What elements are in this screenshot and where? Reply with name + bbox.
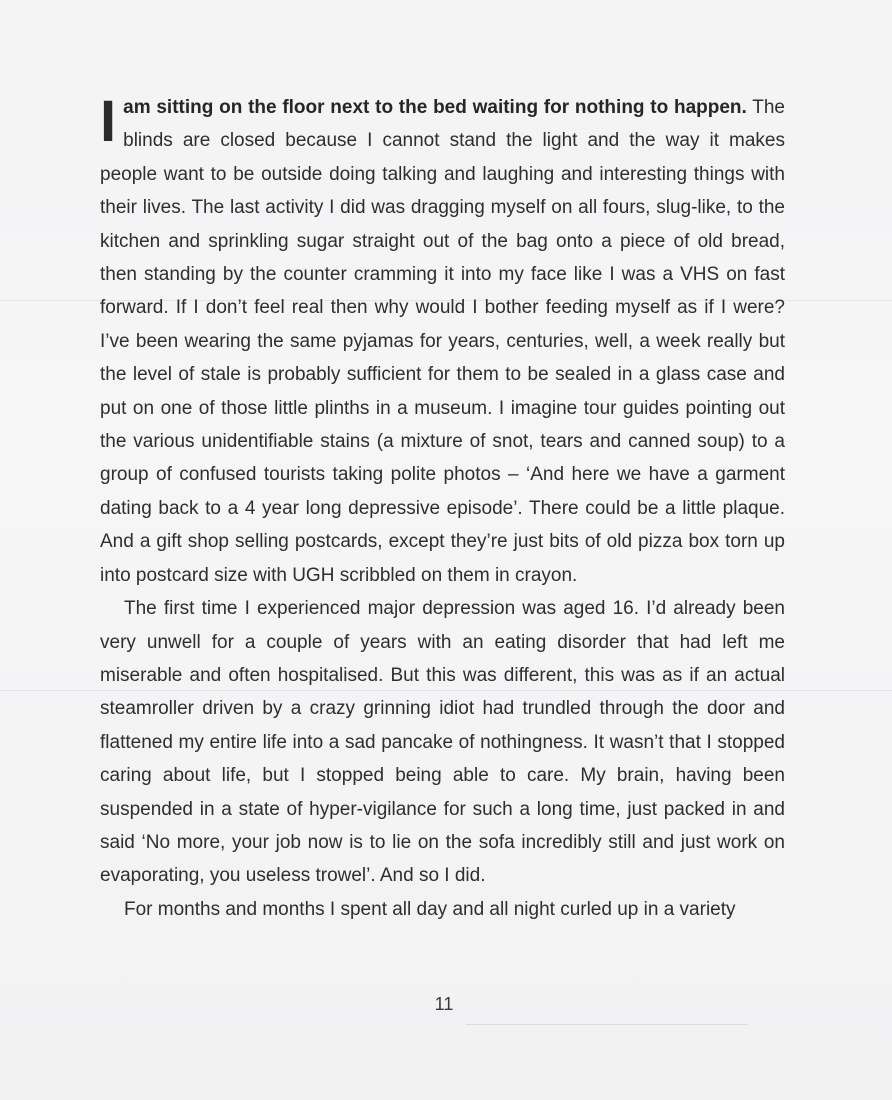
page-number: 11 xyxy=(434,994,454,1014)
paragraph-1 xyxy=(100,91,785,592)
paragraph-1-text: The blinds are closed because I cannot stand the light and the way it makes people want to be outside doing talking and laughing and interesting things with their lives. The last activity I did was dragging myself on all fours, slug-like, to the kitchen and sprinkling sugar straight out of the bag onto a piece of old bread, then standing by the counter cramming it into my face like I was a VHS on fast forward. If I don’t feel real then why would I bother feeding myself as if I were? I’ve been wearing the same pyjamas for years, centuries, well, a week really but the level of stale is probably sufficient for them to be sealed in a glass case and put on one of those little plinths in a museum. I imagine tour guides pointing out the various unidentifiable stains (a mixture of snot, tears and canned soup) to a group of confused tourists taking polite photos – ‘And here we have a garment dating back to a 4 year long depressive episode’. There could be a little plaque. And a gift shop selling postcards, except they’re just bits of old pizza box torn up into postcard size with UGH scribbled on them in crayon. xyxy=(100,97,785,586)
paragraph-3: For months and months I spent all day and all night curled up in a variety xyxy=(124,898,736,920)
footer-rule xyxy=(466,1024,748,1025)
paragraph-2: The first time I experienced major depression was aged 16. I’d already been very unwell for a couple of years with an eating disorder that had left me miserable and often hospitalised. But this was different, this was as if an actual steamroller driven by a crazy grinning idiot had trundled through the door and flattened my entire life into a sad pancake of nothingness. It wasn’t that I stopped caring about life, but I stopped being able to care. My brain, having been suspended in a state of hyper-vigilance for such a long time, just packed in and said ‘No more, your job now is to lie on the sofa incredibly still and just work on evaporating, you useless trowel’. And so I did. xyxy=(100,598,785,887)
page-footer xyxy=(0,994,892,1034)
lead-in-sentence: am sitting on the floor next to the bed waiting for nothing to happen. xyxy=(123,97,747,118)
page-body xyxy=(100,91,785,926)
drop-cap: I xyxy=(100,89,116,154)
